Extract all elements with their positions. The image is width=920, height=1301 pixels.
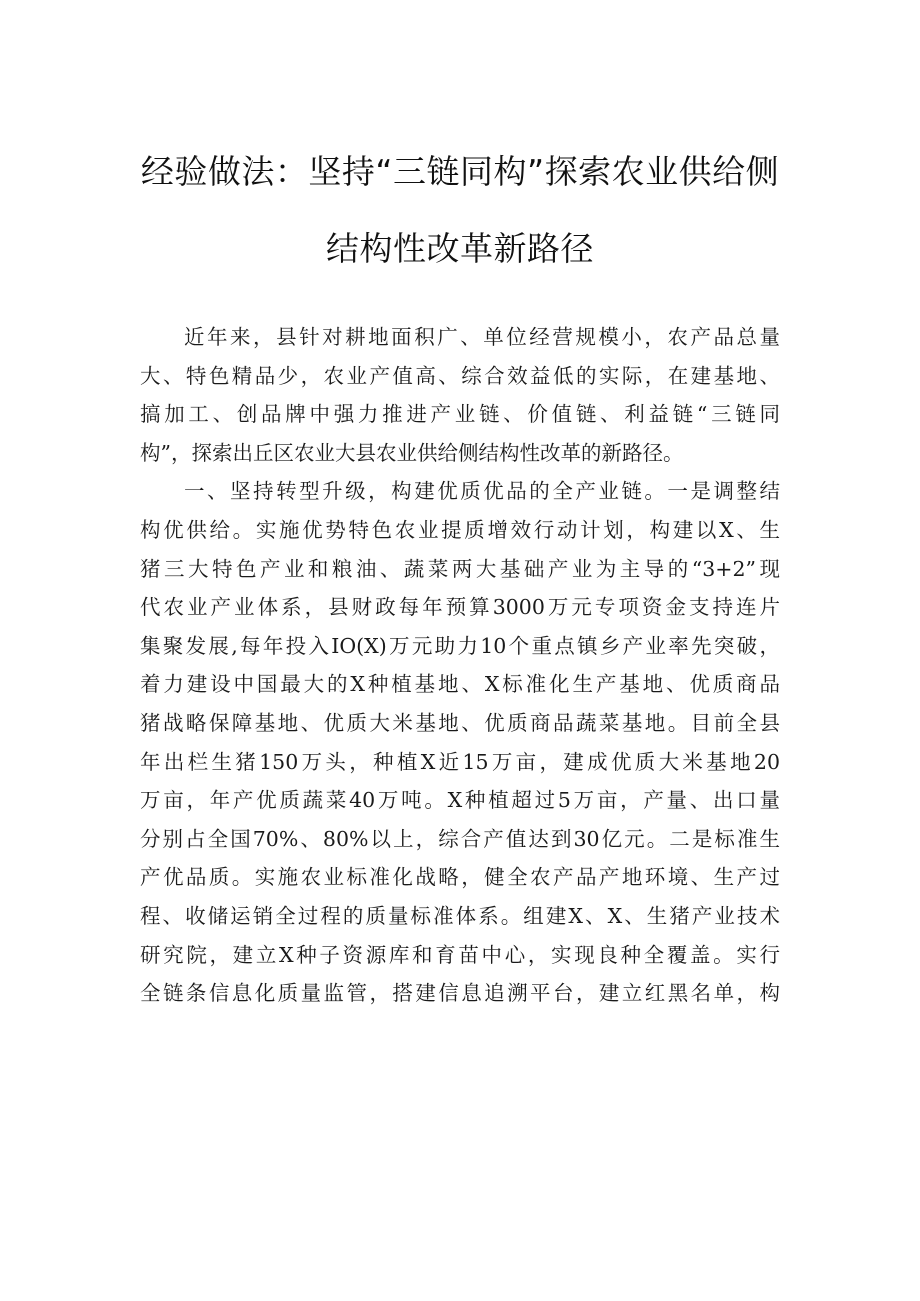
paragraph-line: 构优供给。实施优势特色农业提质增效行动计划，构建以X、生	[140, 517, 780, 542]
paragraph-line: 代农业产业体系，县财政每年预算3000万元专项资金支持连片	[140, 595, 780, 620]
paragraph-line: 搞加工、创品牌中强力推进产业链、价值链、利益链“三链同	[140, 402, 780, 427]
paragraph-line: 年出栏生猪150万头，种植X近15万亩，建成优质大米基地20	[140, 749, 780, 774]
paragraph-line: 集聚发展,每年投入IO(X)万元助力10个重点镇乡产业率先突破，	[140, 633, 780, 658]
paragraph-line: 分别占全国70%、80%以上，综合产值达到30亿元。二是标准生	[140, 826, 780, 851]
paragraph-line: 大、特色精品少，农业产值高、综合效益低的实际，在建基地、	[140, 363, 780, 388]
paragraph-line: 全链条信息化质量监管，搭建信息追溯平台，建立红黑名单，构	[140, 981, 780, 1006]
paragraph-line: 产优品质。实施农业标准化战略，健全农产品产地环境、生产过	[140, 865, 780, 890]
paragraph-line: 着力建设中国最大的X种植基地、X标准化生产基地、优质商品	[140, 672, 780, 697]
paragraph-line: 程、收储运销全过程的质量标准体系。组建X、X、生猪产业技术	[140, 903, 780, 928]
paragraph-line: 一、坚持转型升级，构建优质优品的全产业链。一是调整结	[184, 479, 780, 504]
paragraph-line: 猪战略保障基地、优质大米基地、优质商品蔬菜基地。目前全县	[140, 710, 780, 735]
paragraph-line: 构”，探索出丘区农业大县农业供给侧结构性改革的新路径。	[140, 440, 684, 465]
paragraph-line: 近年来，县针对耕地面积广、单位经营规模小，农产品总量	[184, 325, 780, 349]
paragraph-line: 猪三大特色产业和粮油、蔬菜两大基础产业为主导的“3+2”现	[140, 556, 780, 581]
document-title-line-1: 经验做法：坚持“三链同构”探索农业供给侧	[140, 152, 780, 191]
document-body	[140, 318, 780, 1013]
paragraph-line: 万亩，年产优质蔬菜40万吨。X种植超过5万亩，产量、出口量	[140, 788, 780, 813]
paragraph-line: 研究院，建立X种子资源库和育苗中心，实现良种全覆盖。实行	[140, 942, 780, 967]
document-title-line-2: 结构性改革新路径	[326, 229, 594, 268]
